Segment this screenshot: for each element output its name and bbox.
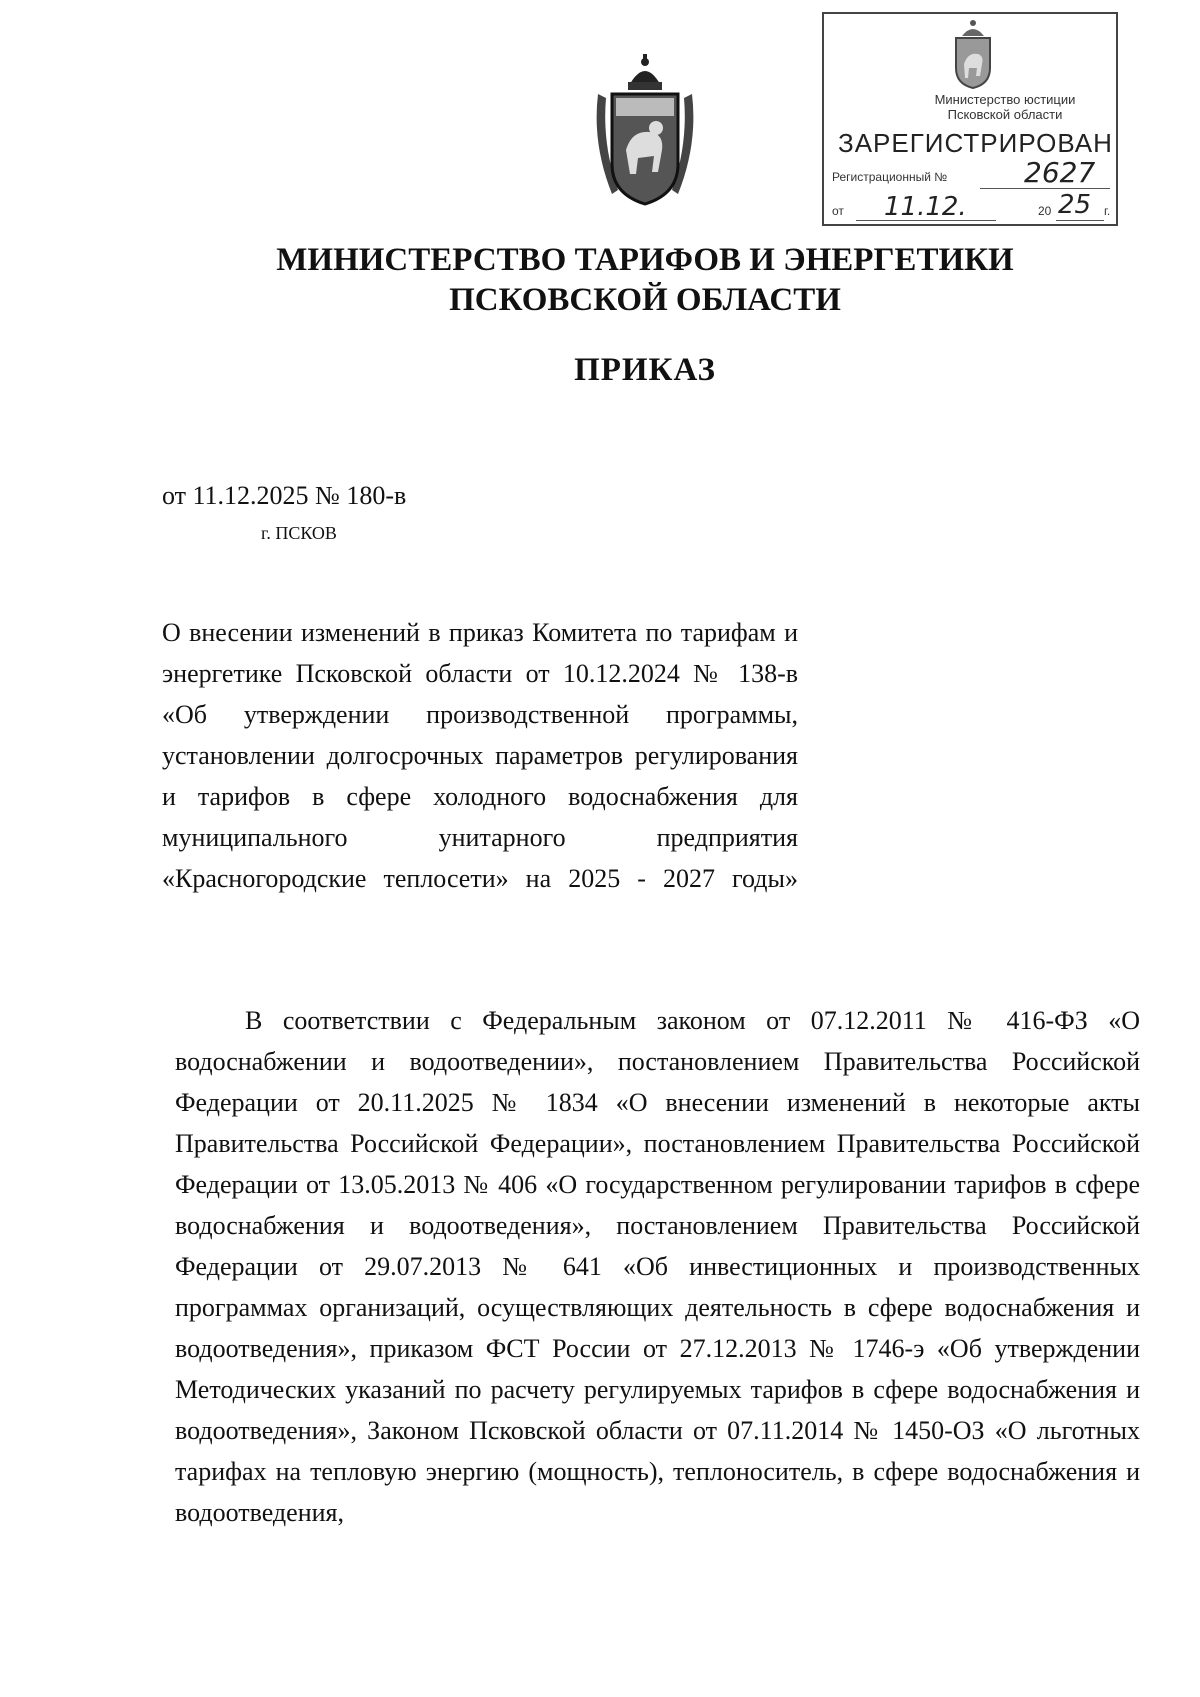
order-subject: О внесении изменений в приказ Комитета по тарифам и энергетике Псковской области от 10.12.2024 № 138-в «Об утверждении производственной программы, установлении долгосрочных параметров регулирования и тарифов в сфере холодного водоснабжения для муниципального унитарного предприятия «Красногородские теплосети» на 2025 - 2027 годы»: [162, 618, 798, 893]
organization-name-line1: МИНИСТЕРСТВО ТАРИФОВ И ЭНЕРГЕТИКИ: [276, 242, 1014, 278]
order-date-number: от 11.12.2025 № 180-в: [162, 481, 407, 510]
stamp-region-line: Псковской области: [947, 107, 1063, 122]
organization-name-line2: ПСКОВСКОЙ ОБЛАСТИ: [449, 282, 841, 318]
stamp-year-prefix: 20: [1038, 204, 1052, 218]
document-type-title: ПРИКАЗ: [574, 352, 716, 388]
order-body-paragraph: В соответствии с Федеральным законом от 07.12.2011 № 416-ФЗ «О водоснабжении и водоотведении», постановлением Правительства Российской Федерации от 20.11.2025 № 1834 «О внесении изменений в некоторые акты Правительства Российской Федерации», постановлением Правительства Российской Федерации от 13.05.2013 № 406 «О государственном регулировании тарифов в сфере водоснабжения и водоотведения», постановлением Правительства Российской Федерации от 29.07.2013 № 641 «Об инвестиционных и производственных программах организаций, осуществляющих деятельность в сфере водоснабжения и водоотведения», приказом ФСТ России от 27.12.2013 № 1746-э «Об утверждении Методических указаний по расчету регулируемых тарифов в сфере водоснабжения и водоотведения», Законом Псковской области от 07.11.2014 № 1450-ОЗ «О льготных тарифах на тепловую энергию (мощность), теплоноситель, в сфере водоснабжения и водоотведения,: [175, 1006, 1140, 1527]
stamp-registered-label: ЗАРЕГИСТРИРОВАН: [838, 128, 1113, 158]
organization-name: [0, 240, 1200, 320]
stamp-year-underline: [1056, 220, 1104, 221]
stamp-date-label: от: [832, 204, 844, 218]
registration-stamp: [822, 12, 1118, 226]
coat-of-arms-emblem: [592, 54, 698, 206]
stamp-reg-number-label: Регистрационный №: [832, 170, 948, 184]
stamp-emblem-icon: [948, 18, 998, 90]
stamp-year-suffix: г.: [1104, 204, 1111, 218]
stamp-reg-number: 2627: [1024, 156, 1096, 189]
stamp-year-value: 25: [1058, 190, 1092, 220]
stamp-ministry-line: Министерство юстиции: [934, 92, 1076, 107]
stamp-date-value: 11.12.: [884, 192, 967, 222]
order-city: г. ПСКОВ: [261, 523, 337, 543]
